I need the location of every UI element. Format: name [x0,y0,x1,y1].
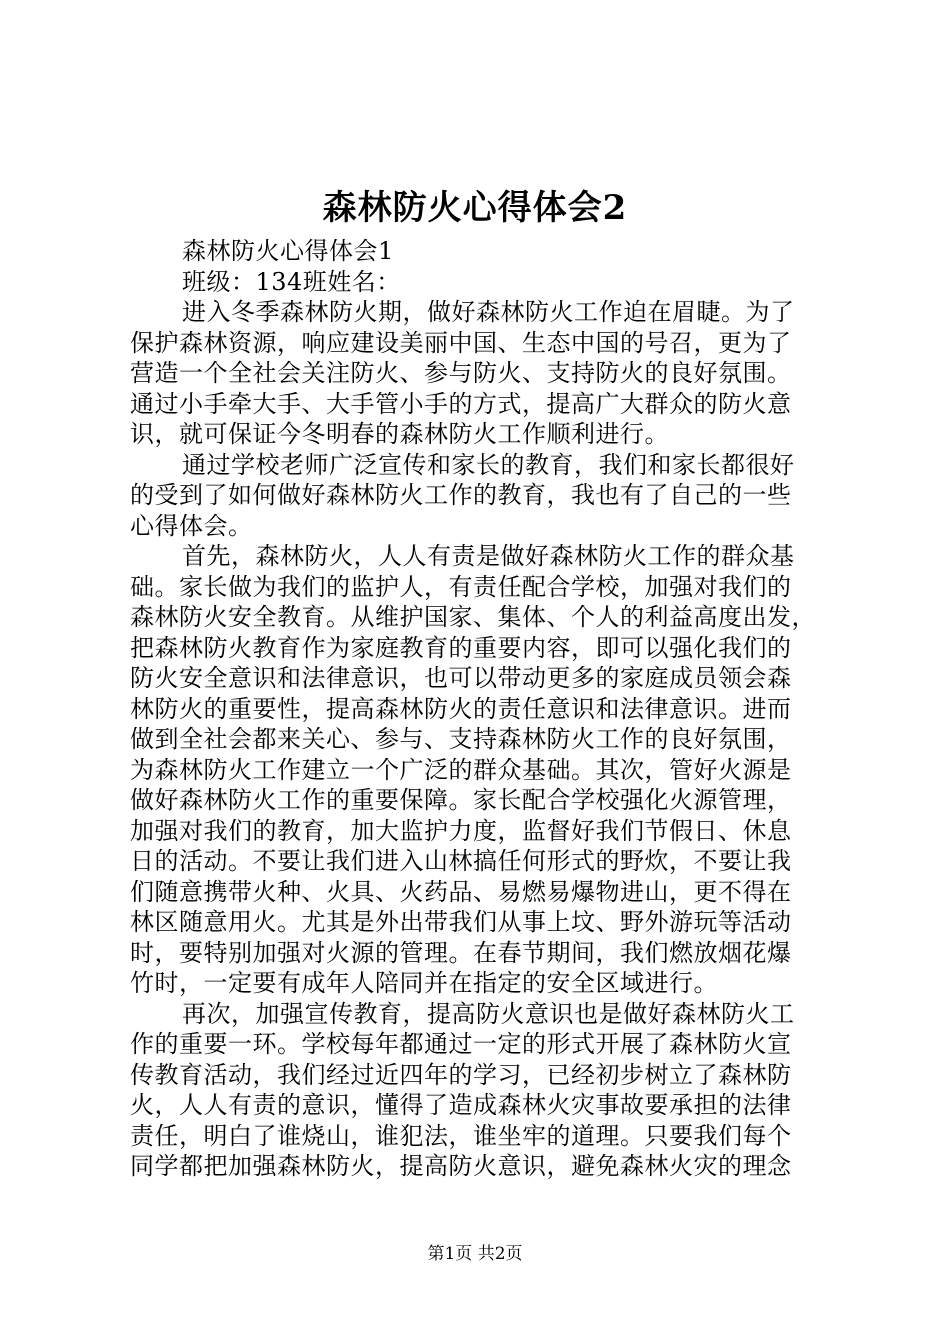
paragraph-4-line: 再次，加强宣传教育，提高防火意识也是做好森林防火工 [182,999,795,1028]
paragraph-3-line: 森林防火安全教育。从维护国家、集体、个人的利益高度出发， [130,603,816,631]
paragraph-3-line: 时，要特别加强对火源的管理。在春节期间，我们燃放烟花爆 [130,938,792,967]
paragraph-4-line: 火，人人有责的意识，懂得了造成森林火灾事故要承担的法律 [130,1091,792,1119]
paragraph-3-line: 做好森林防火工作的重要保障。家长配合学校强化火源管理， [130,786,792,814]
paragraph-2-line: 通过学校老师广泛宣传和家长的教育，我们和家长都很好 [182,450,795,479]
paragraph-4-line: 传教育活动，我们经过近四年的学习，已经初步树立了森林防 [130,1060,792,1089]
paragraph-4-line: 作的重要一环。学校每年都通过一定的形式开展了森林防火宣 [130,1030,792,1058]
paragraph-3-line: 日的活动。不要让我们进入山林搞任何形式的野炊，不要让我 [130,847,792,875]
document-body [130,236,830,1182]
paragraph-3-line: 加强对我们的教育，加大监护力度，监督好我们节假日、休息 [130,816,792,845]
paragraph-3-line: 做到全社会都来关心、参与、支持森林防火工作的良好氛围， [130,725,792,753]
paragraph-3-line: 首先，森林防火，人人有责是做好森林防火工作的群众基 [182,542,795,570]
paragraph-3-line: 为森林防火工作建立一个广泛的群众基础。其次，管好火源是 [130,755,792,784]
paragraph-3-line: 防火安全意识和法律意识，也可以带动更多的家庭成员领会森 [130,664,792,692]
paragraph-1-line: 通过小手牵大手、大手管小手的方式，提高广大群众的防火意 [130,389,792,418]
paragraph-3-line: 们随意携带火种、火具、火药品、易燃易爆物进山，更不得在 [130,877,792,906]
paragraph-2-line: 的受到了如何做好森林防火工作的教育，我也有了自己的一些 [130,481,792,509]
paragraph-3-line: 林防火的重要性，提高森林防火的责任意识和法律意识。进而 [130,694,792,723]
paragraph-2-line: 心得体会。 [130,511,253,540]
subtitle-line: 森林防火心得体会1 [182,237,394,265]
paragraph-4-line: 责任，明白了谁烧山，谁犯法，谁坐牢的道理。只要我们每个 [130,1121,792,1150]
paragraph-1-line: 保护森林资源，响应建设美丽中国、生态中国的号召，更为了 [130,328,792,357]
paragraph-1-line: 识，就可保证今冬明春的森林防火工作顺利进行。 [130,420,669,448]
paragraph-1-line: 进入冬季森林防火期，做好森林防火工作迫在眉睫。为了 [182,298,795,326]
page-footer: 第1页 共2页 [427,1244,523,1264]
class-name-line: 班级：134班姓名： [182,267,401,296]
paragraph-4-line: 同学都把加强森林防火，提高防火意识，避免森林火灾的理念 [130,1152,792,1180]
paragraph-3-line: 础。家长做为我们的监护人，有责任配合学校，加强对我们的 [130,572,792,601]
paragraph-1-line: 营造一个全社会关注防火、参与防火、支持防火的良好氛围。 [130,359,792,387]
paragraph-3-line: 林区随意用火。尤其是外出带我们从事上坟、野外游玩等活动 [130,908,792,936]
paragraph-3-line: 竹时，一定要有成年人陪同并在指定的安全区域进行。 [130,969,718,997]
paragraph-3-line: 把森林防火教育作为家庭教育的重要内容，即可以强化我们的 [130,633,792,662]
document-title: 森林防火心得体会2 [322,188,628,228]
